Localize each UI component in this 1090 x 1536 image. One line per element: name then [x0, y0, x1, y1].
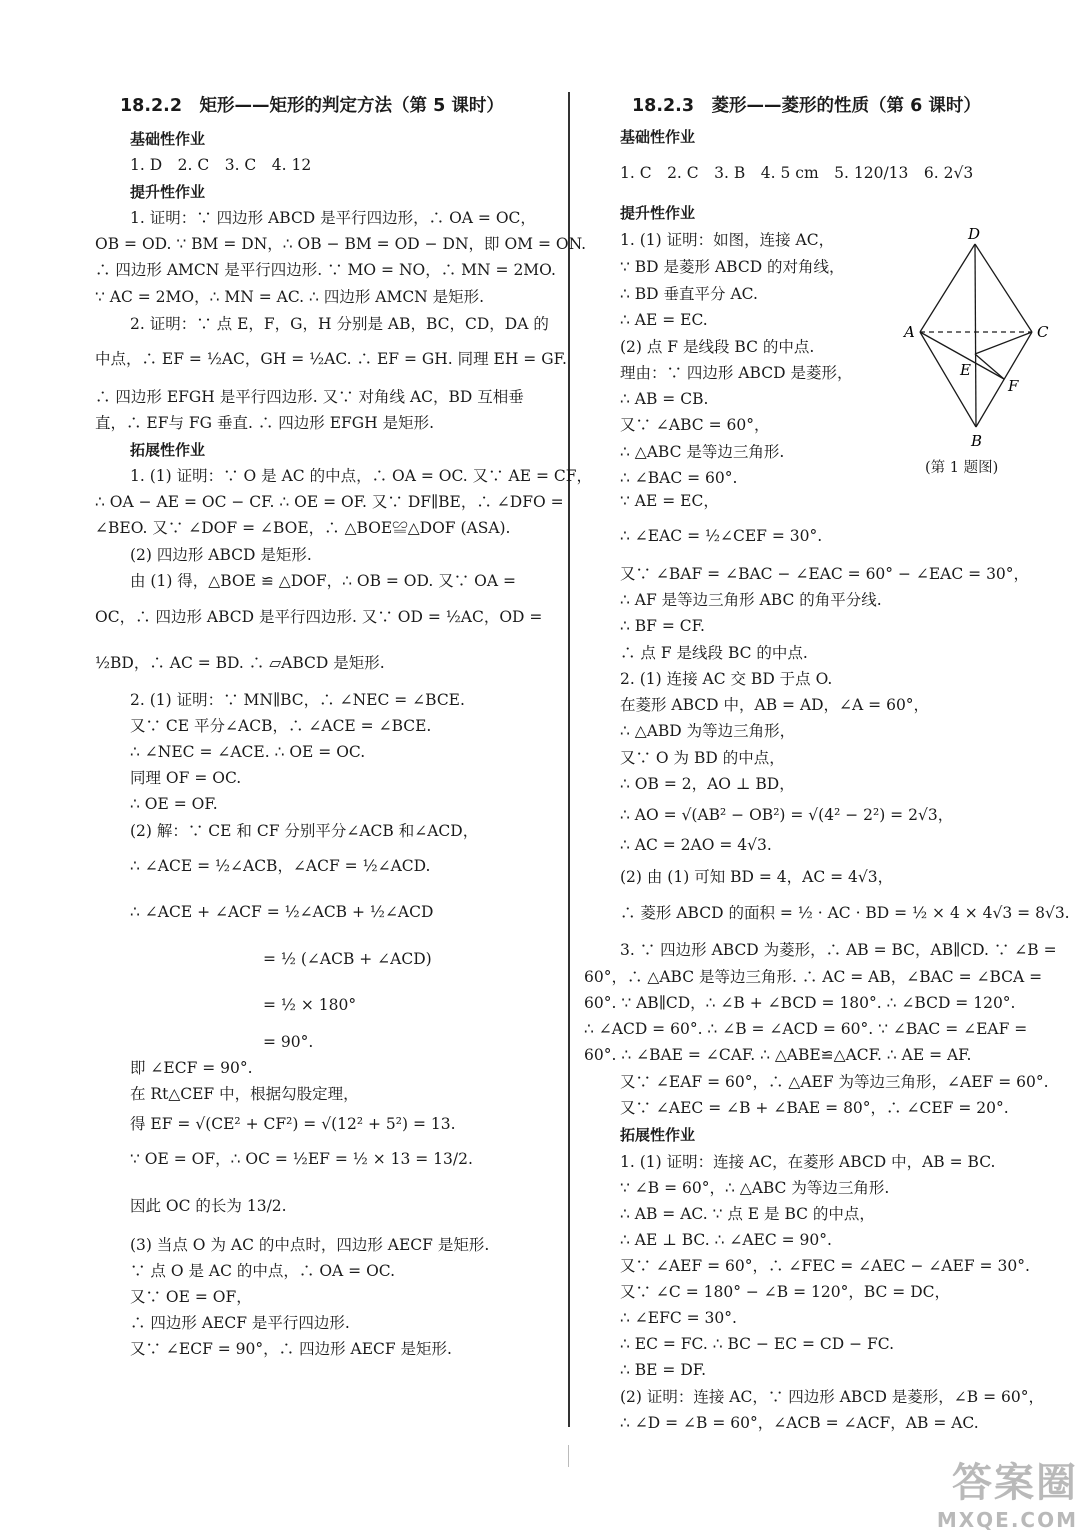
answer-line: (2) 点 F 是线段 BC 的中点. — [620, 338, 815, 356]
answer-line: ∴ 四边形 AECF 是平行四边形. — [130, 1314, 350, 1332]
figure-label-f: F — [1008, 377, 1019, 395]
column-divider — [568, 92, 570, 1427]
answer-line: ∴ OB = 2，AO ⊥ BD， — [620, 775, 795, 793]
answer-line: ∴ AE ⊥ BC. ∴ ∠AEC = 90°. — [620, 1231, 832, 1249]
answer-line: ∴ OE = OF. — [130, 795, 218, 813]
answer-line: ∵ 点 O 是 AC 的中点，∴ OA = OC. — [130, 1262, 396, 1280]
section-title-18-2-2: 18.2.2 矩形——矩形的判定方法（第 5 课时） — [120, 96, 504, 116]
answer-line: ∵ BD 是菱形 ABCD 的对角线， — [620, 258, 845, 276]
answer-line: 60°，∴ △ABC 是等边三角形. ∴ AC = AB，∠BAC = ∠BCA = — [584, 968, 1043, 986]
answer-line: 又∵ ∠EAF = 60°，∴ △AEF 为等边三角形，∠AEF = 60°. — [620, 1073, 1049, 1091]
answer-line: 2. (1) 连接 AC 交 BD 于点 O. — [620, 670, 833, 688]
figure-label-e: E — [960, 361, 971, 379]
answer-line: 1. (1) 证明：∵ O 是 AC 的中点，∴ OA = OC. 又∵ AE = CF， — [130, 467, 592, 485]
answer-line: 因此 OC 的长为 13/2. — [130, 1197, 287, 1215]
answer-line: ∴ OA − AE = OC − CF. ∴ OE = OF. 又∵ DF∥BE，∴ ∠DFO = — [95, 493, 564, 511]
answer-line: ∴ △ABC 是等边三角形. — [620, 443, 785, 461]
left-column — [95, 0, 592, 1536]
answer-line: 中点，∴ EF = ½AC，GH = ½AC. ∴ EF = GH. 同理 EH = GF. — [95, 350, 567, 368]
answer-line: 由 (1) 得，△BOE ≌ △DOF，∴ OB = OD. 又∵ OA = — [130, 572, 516, 590]
answer-line: 1. (1) 证明：连接 AC，在菱形 ABCD 中，AB = BC. — [620, 1153, 996, 1171]
watermark-logo-text: 答案圈 — [952, 1460, 1078, 1506]
heading-advanced-homework: 提升性作业 — [130, 183, 206, 201]
answer-line: ∴ AE = EC. — [620, 311, 708, 329]
answer-line: ∵ AE = EC， — [620, 492, 719, 510]
heading-basic-homework: 基础性作业 — [130, 130, 206, 148]
answer-line: 直，∴ EF与 FG 垂直. ∴ 四边形 EFGH 是矩形. — [95, 414, 435, 432]
answer-line: 又∵ ∠BAF = ∠BAC − ∠EAC = 60° − ∠EAC = 30°， — [620, 565, 1030, 583]
figure-label-b: B — [971, 432, 983, 450]
answer-line: 1. (1) 证明：如图，连接 AC， — [620, 231, 835, 249]
answer-line: 理由：∵ 四边形 ABCD 是菱形， — [620, 364, 853, 382]
answer-line: (3) 当点 O 为 AC 的中点时，四边形 AECF 是矩形. — [130, 1236, 490, 1254]
answer-line: = ½ (∠ACB + ∠ACD) — [263, 950, 432, 968]
answer-line: ∴ ∠ACD = 60°. ∴ ∠B = ∠ACD = 60°. ∵ ∠BAC = ∠EAF = — [584, 1020, 1028, 1038]
column-divider-tail — [568, 1445, 569, 1467]
heading-extended-homework: 拓展性作业 — [130, 441, 206, 459]
heading-extended-homework: 拓展性作业 — [620, 1126, 696, 1144]
answer-line: ∴ ∠EFC = 30°. — [620, 1309, 737, 1327]
answer-line: ∴ 点 F 是线段 BC 的中点. — [620, 644, 808, 662]
answer-line: ∵ ∠B = 60°，∴ △ABC 为等边三角形. — [620, 1179, 890, 1197]
answer-line: ∴ △ABD 为等边三角形， — [620, 722, 796, 740]
answer-line: 又∵ ∠C = 180° − ∠B = 120°，BC = DC， — [620, 1283, 951, 1301]
answer-line: 又∵ ∠ECF = 90°，∴ 四边形 AECF 是矩形. — [130, 1340, 452, 1358]
answer-line: ∴ AC = 2AO = 4√3. — [620, 836, 772, 854]
answer-line: 又∵ OE = OF， — [130, 1288, 252, 1306]
answer-line: ½BD，∴ AC = BD. ∴ ▱ABCD 是矩形. — [95, 654, 385, 672]
heading-advanced-homework: 提升性作业 — [620, 204, 696, 222]
answer-line: 在 Rt△CEF 中，根据勾股定理， — [130, 1085, 359, 1103]
answer-line: ∴ AF 是等边三角形 ABC 的角平分线. — [620, 591, 882, 609]
figure-label-a: A — [904, 323, 915, 341]
answer-line: ∴ ∠ACE = ½∠ACB，∠ACF = ½∠ACD. — [130, 857, 431, 875]
figure-label-c: C — [1037, 323, 1049, 341]
answer-line: 3. ∵ 四边形 ABCD 为菱形，∴ AB = BC，AB∥CD. ∵ ∠B = — [620, 941, 1057, 959]
answer-line: 又∵ ∠AEC = ∠B + ∠BAE = 80°，∴ ∠CEF = 20°. — [620, 1099, 1009, 1117]
answer-line: ∴ AB = CB. — [620, 390, 709, 408]
answer-line: ∴ AO = √(AB² − OB²) = √(4² − 2²) = 2√3， — [620, 806, 954, 824]
answer-line: 得 EF = √(CE² + CF²) = √(12² + 5²) = 13. — [130, 1115, 456, 1133]
answer-line: ∠BEO. 又∵ ∠DOF = ∠BOE，∴ △BOE≌△DOF (ASA). — [95, 519, 511, 537]
answer-line: 2. 证明：∵ 点 E，F，G，H 分别是 AB，BC，CD，DA 的 — [130, 315, 549, 333]
answer-line: ∴ ∠EAC = ½∠CEF = 30°. — [620, 527, 823, 545]
answer-line: 1. C 2. C 3. B 4. 5 cm 5. 120/13 6. 2√3 — [620, 164, 974, 182]
answer-line: (2) 四边形 ABCD 是矩形. — [130, 546, 312, 564]
answer-line: 60°. ∵ AB∥CD，∴ ∠B + ∠BCD = 180°. ∴ ∠BCD = 120°. — [584, 994, 1016, 1012]
rhombus-figure — [900, 222, 1060, 480]
figure-label-d: D — [968, 225, 981, 243]
answer-line: 又∵ ∠ABC = 60°， — [620, 416, 770, 434]
answer-line: OB = OD. ∵ BM = DN，∴ OB − BM = OD − DN，即 OM = ON. — [95, 235, 587, 253]
answer-line: ∴ ∠D = ∠B = 60°，∠ACB = ∠ACF，AB = AC. — [620, 1414, 979, 1432]
answer-line: ∴ BF = CF. — [620, 617, 705, 635]
answer-line: 又∵ CE 平分∠ACB，∴ ∠ACE = ∠BCE. — [130, 717, 432, 735]
answer-line: ∴ EC = FC. ∴ BC − EC = CD − FC. — [620, 1335, 895, 1353]
heading-basic-homework: 基础性作业 — [620, 128, 696, 146]
answer-line: ∵ OE = OF，∴ OC = ½EF = ½ × 13 = 13/2. — [130, 1150, 473, 1168]
answer-line: 1. 证明：∵ 四边形 ABCD 是平行四边形，∴ OA = OC， — [130, 209, 536, 227]
answer-line: 同理 OF = OC. — [130, 769, 242, 787]
answer-line: OC，∴ 四边形 ABCD 是平行四边形. 又∵ OD = ½AC，OD = — [95, 608, 543, 626]
answer-line: (2) 证明：连接 AC，∵ 四边形 ABCD 是菱形，∠B = 60°， — [620, 1388, 1044, 1406]
section-title-18-2-3: 18.2.3 菱形——菱形的性质（第 6 课时） — [632, 96, 981, 116]
answer-line: ∴ AB = AC. ∵ 点 E 是 BC 的中点， — [620, 1205, 875, 1223]
answer-line: ∴ BE = DF. — [620, 1361, 707, 1379]
answer-line: (2) 解：∵ CE 和 CF 分别平分∠ACB 和∠ACD， — [130, 822, 479, 840]
answer-line: ∵ AC = 2MO，∴ MN = AC. ∴ 四边形 AMCN 是矩形. — [95, 288, 485, 306]
answer-line: ∴ ∠BAC = 60°. — [620, 469, 738, 487]
answer-line: 又∵ O 为 BD 的中点， — [620, 749, 785, 767]
figure-caption: (第 1 题图) — [925, 460, 999, 476]
answer-line: = 90°. — [263, 1033, 314, 1051]
watermark — [937, 1451, 1078, 1532]
answer-line: 又∵ ∠AEF = 60°，∴ ∠FEC = ∠AEC − ∠AEF = 30°. — [620, 1257, 1030, 1275]
answer-line: ∴ 四边形 AMCN 是平行四边形. ∵ MO = NO，∴ MN = 2MO. — [95, 261, 556, 279]
answer-line: 即 ∠ECF = 90°. — [130, 1059, 253, 1077]
answer-line: 在菱形 ABCD 中，AB = AD，∠A = 60°， — [620, 696, 930, 714]
answer-line: ∴ ∠NEC = ∠ACE. ∴ OE = OC. — [130, 743, 366, 761]
answer-line: ∴ ∠ACE + ∠ACF = ½∠ACB + ½∠ACD — [130, 903, 434, 921]
answer-line: ∴ BD 垂直平分 AC. — [620, 285, 758, 303]
answer-line: 60°. ∴ ∠BAE = ∠CAF. ∴ △ABE≌△ACF. ∴ AE = AF. — [584, 1046, 972, 1064]
answer-line: ∴ 菱形 ABCD 的面积 = ½ · AC · BD = ½ × 4 × 4√3 = 8√3. — [620, 904, 1070, 922]
answer-line: 1. D 2. C 3. C 4. 12 — [130, 156, 312, 174]
watermark-domain: MXQE.COM — [936, 1508, 1078, 1532]
answer-line: = ½ × 180° — [263, 996, 357, 1014]
answer-line: 2. (1) 证明：∵ MN∥BC，∴ ∠NEC = ∠BCE. — [130, 691, 465, 709]
answer-line: (2) 由 (1) 可知 BD = 4，AC = 4√3， — [620, 868, 894, 886]
answer-line: ∴ 四边形 EFGH 是平行四边形. 又∵ 对角线 AC，BD 互相垂 — [95, 388, 524, 406]
